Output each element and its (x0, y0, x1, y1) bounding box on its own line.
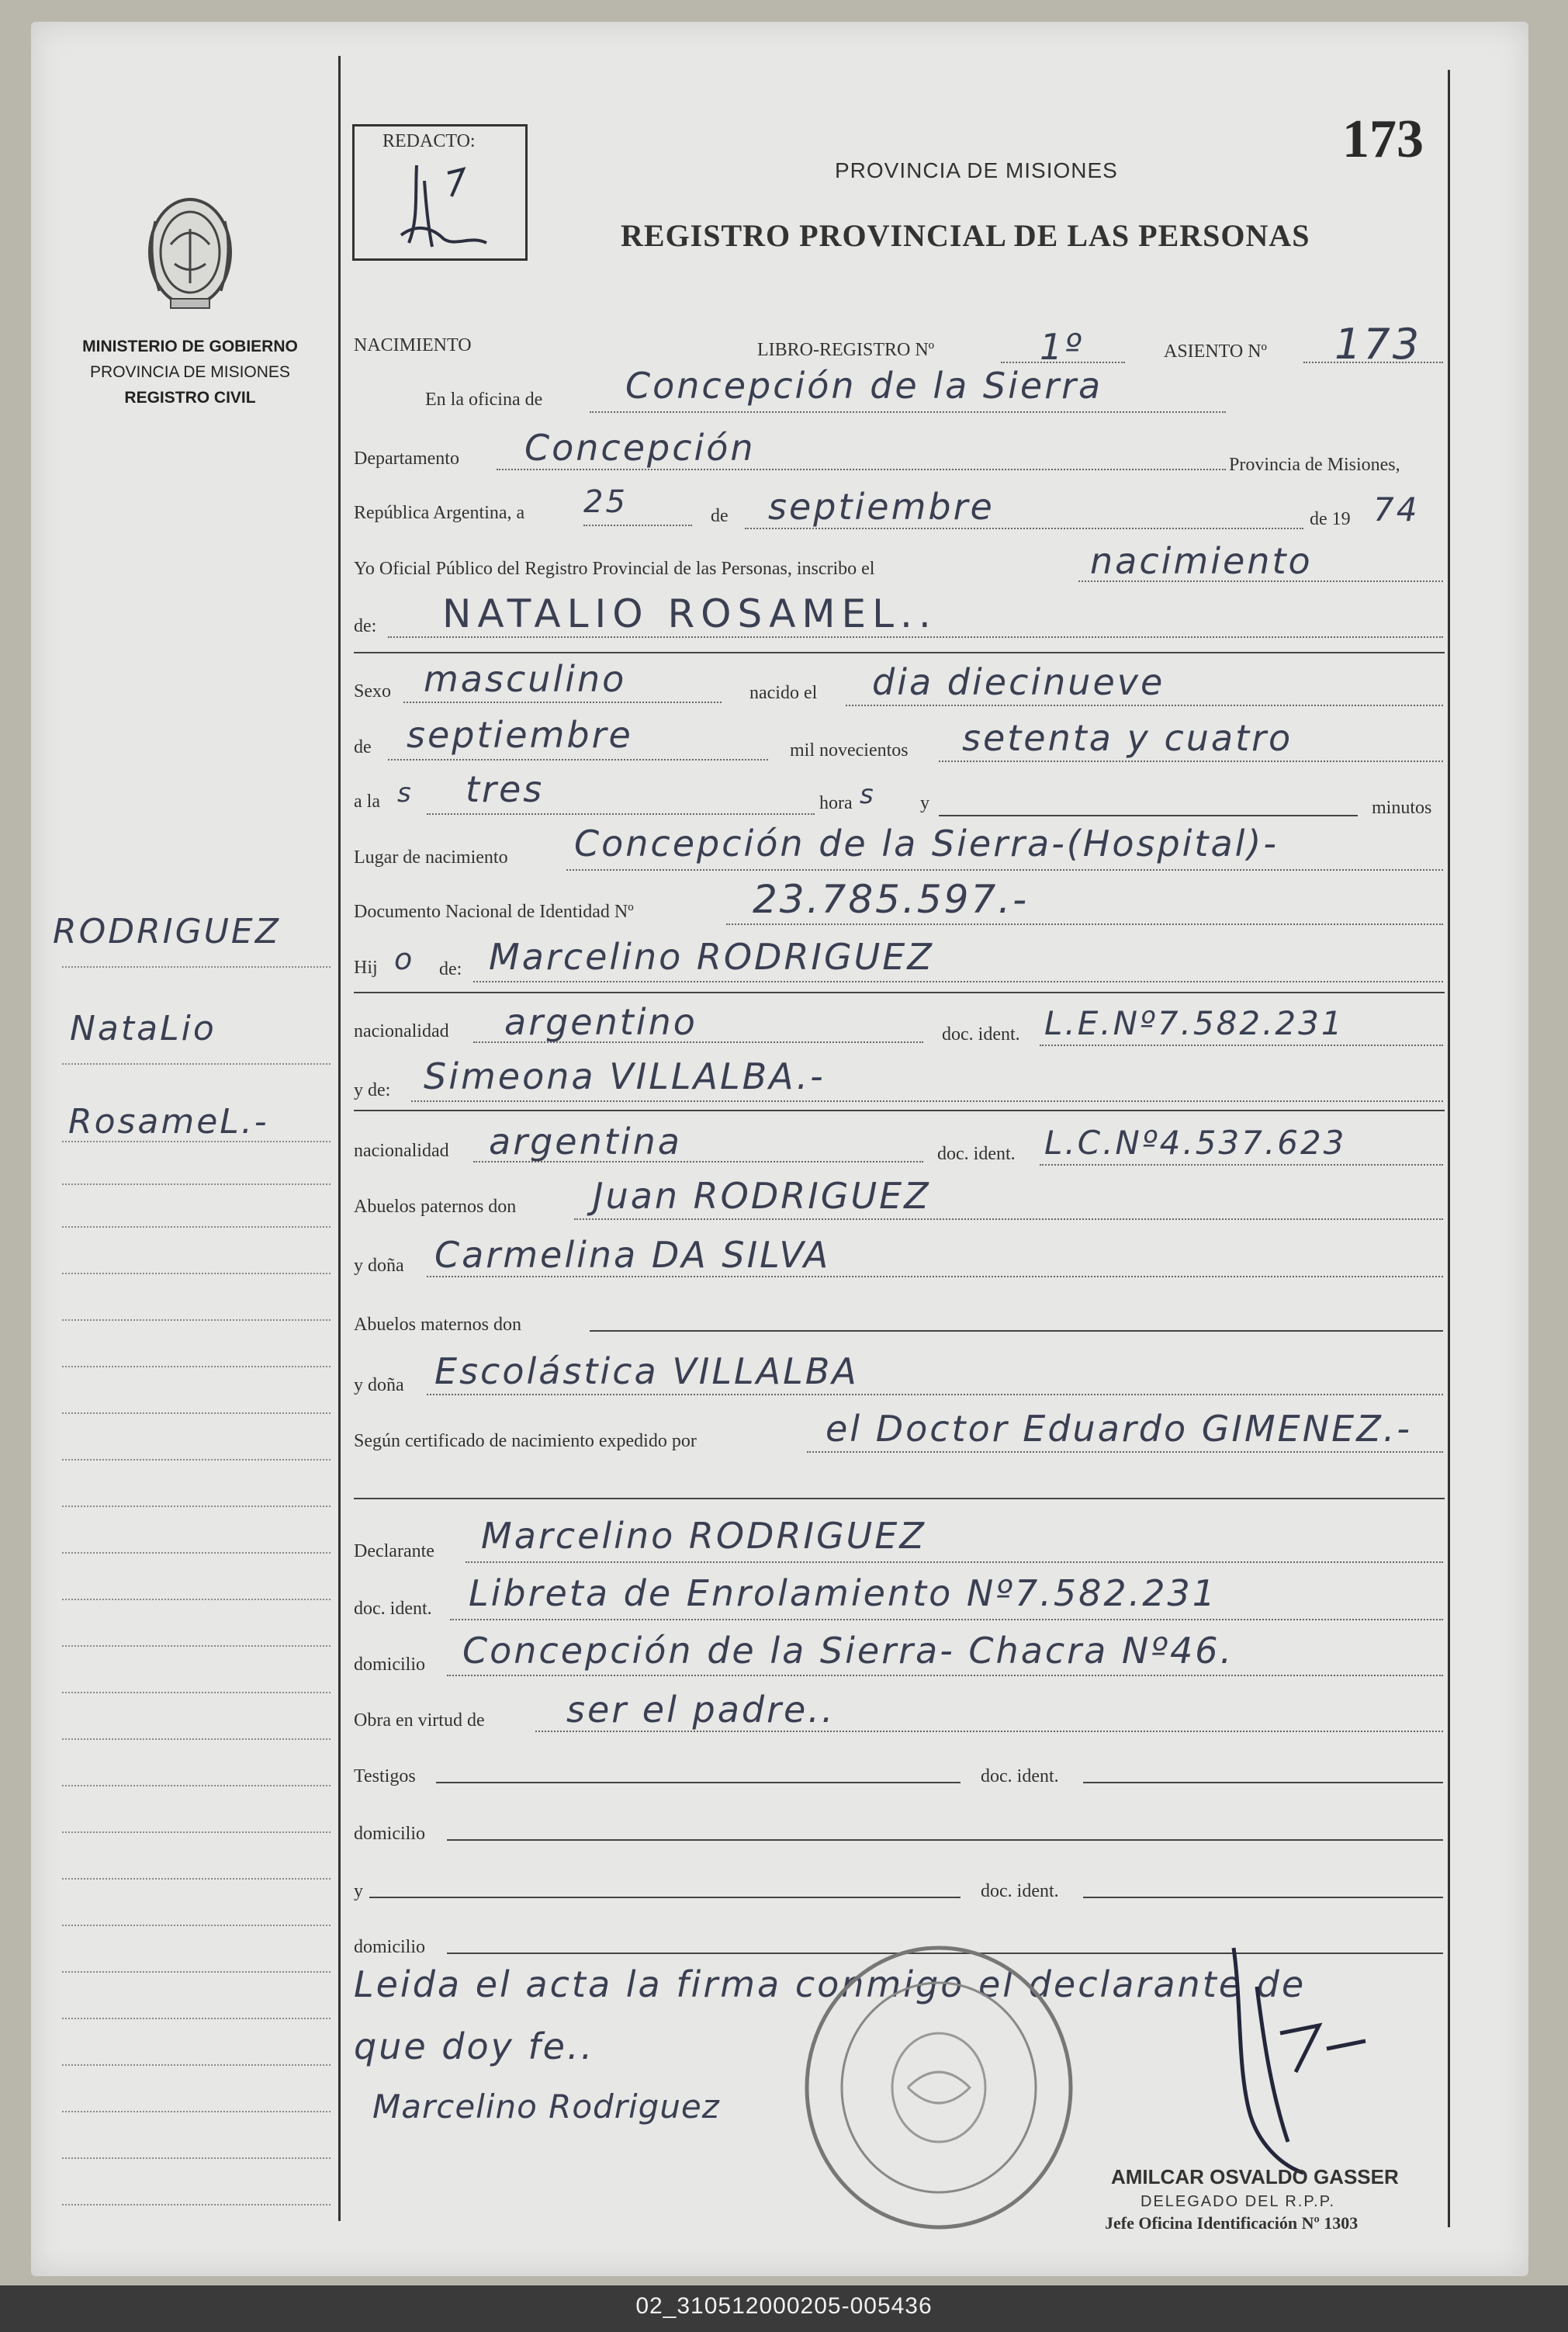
hora-value: tres (466, 768, 545, 810)
margin-line (62, 966, 331, 968)
lugar-value: Concepción de la Sierra-(Hospital)- (574, 823, 1279, 865)
anio-label: de 19 (1310, 509, 1351, 529)
official-seal-icon (791, 1940, 1086, 2235)
registry-title: REGISTRO PROVINCIAL DE LAS PERSONAS (621, 218, 1310, 253)
dia-value: 25 (583, 484, 628, 520)
abuela-mat-value: Escolástica VILLALBA (434, 1350, 859, 1392)
domicilio-decl-label: domicilio (354, 1655, 425, 1675)
margin-line (62, 1226, 331, 1228)
abuelo-mat-line (590, 1330, 1443, 1332)
alas-label: a la (354, 792, 380, 812)
obra-label: Obra en virtud de (354, 1710, 485, 1731)
doc-madre-value: L.C.Nº4.537.623 (1044, 1124, 1347, 1162)
margin-line (62, 2018, 331, 2019)
docident-testigo1-label: doc. ident. (981, 1766, 1059, 1786)
de-mes-label: de (354, 737, 372, 757)
margin-line (62, 1552, 331, 1554)
padre-value: Marcelino RODRIGUEZ (489, 936, 934, 978)
margin-line (62, 2204, 331, 2206)
ministry-line2: PROVINCIA DE MISIONES (90, 363, 290, 381)
docident-testigo2-label: doc. ident. (981, 1881, 1059, 1901)
hijo-o: o (394, 942, 415, 976)
lugar-label: Lugar de nacimiento (354, 847, 508, 868)
oficina-label: En la oficina de (425, 390, 543, 410)
page-number: 173 (1342, 109, 1424, 169)
yde-label: y de: (354, 1080, 391, 1100)
redacto-label: REDACTO: (382, 131, 476, 151)
province-title: PROVINCIA DE MISIONES (835, 158, 1118, 182)
sexo-value: masculino (424, 658, 627, 700)
ydona-pat-label: y doña (354, 1256, 404, 1276)
horas-s: s (860, 779, 876, 810)
horas-label: hora (819, 793, 853, 813)
y-label: y (920, 793, 929, 813)
alas-s: s (397, 778, 414, 809)
testigo1-doc-line (1083, 1782, 1443, 1783)
testigo2-doc-line (1083, 1897, 1443, 1898)
declarante-label: Declarante (354, 1541, 434, 1561)
margin-line (62, 1459, 331, 1461)
abuelo-pat-value: Juan RODRIGUEZ (593, 1175, 931, 1217)
ministry-line1: MINISTERIO DE GOBIERNO (82, 338, 298, 355)
departamento-label: Departamento (354, 449, 459, 469)
officer-title: DELEGADO DEL R.P.P. (1141, 2193, 1336, 2210)
margin-surname: RODRIGUEZ (53, 912, 281, 951)
margin-line (62, 1599, 331, 1600)
docident-madre-label: doc. ident. (937, 1144, 1016, 1164)
officer-signature (1210, 1940, 1397, 2188)
segun-value: el Doctor Eduardo GIMENEZ.- (826, 1408, 1412, 1450)
doc-decl-value: Libreta de Enrolamiento Nº7.582.231 (469, 1572, 1218, 1614)
margin-line (62, 1183, 331, 1185)
oficina-value: Concepción de la Sierra (625, 365, 1103, 407)
margin-line (62, 1319, 331, 1321)
departamento-value: Concepción (524, 427, 756, 469)
nacido-value: dia diecinueve (872, 661, 1165, 703)
margin-line (62, 2111, 331, 2112)
sexo-label: Sexo (354, 681, 391, 702)
testigo2-line (369, 1897, 961, 1898)
de-nombre-label: de: (354, 616, 377, 636)
testigos-label: Testigos (354, 1766, 416, 1786)
mil-label: mil novecientos (790, 740, 909, 761)
margin-line (62, 1063, 331, 1065)
segun-label: Según certificado de nacimiento expedido por (354, 1431, 697, 1451)
divider (354, 652, 1445, 653)
margin-line (62, 1506, 331, 1507)
mes-value: septiembre (768, 486, 995, 528)
divider (354, 992, 1445, 993)
minutos-label: minutos (1372, 798, 1432, 818)
oficial-text: Yo Oficial Público del Registro Provincial de las Personas, inscribo el (354, 559, 875, 579)
margin-line (62, 1366, 331, 1367)
doc-padre-value: L.E.Nº7.582.231 (1044, 1004, 1345, 1042)
margin-line (62, 2064, 331, 2066)
margin-line (62, 1925, 331, 1926)
closing-line1: Leida el acta la firma conmigo el declarante de (354, 1963, 1307, 2005)
madre-value: Simeona VILLALBA.- (424, 1055, 826, 1097)
officer-role: Jefe Oficina Identificación Nº 1303 (1105, 2213, 1359, 2233)
testigo1-line (436, 1782, 961, 1783)
testigo1-dom-line (447, 1839, 1443, 1841)
obra-value: ser el padre.. (566, 1689, 836, 1731)
dni-label: Documento Nacional de Identidad Nº (354, 902, 634, 922)
margin-line (62, 1878, 331, 1880)
margin-line (62, 1273, 331, 1274)
y-testigo2-label: y (354, 1881, 363, 1901)
domicilio-value: Concepción de la Sierra- Chacra Nº46. (462, 1630, 1234, 1672)
margin-line (62, 1971, 331, 1973)
margin-line (62, 1738, 331, 1740)
domicilio-testigo1-label: domicilio (354, 1824, 425, 1844)
libro-value: 1º (1040, 326, 1084, 368)
asiento-value: 173 (1334, 320, 1422, 369)
provincia-label: Provincia de Misiones, (1229, 455, 1400, 475)
coat-of-arms-icon (140, 190, 241, 314)
margin-rule (338, 56, 341, 2221)
closing-line2: que doy fe.. (354, 2025, 595, 2067)
dni-value: 23.785.597.- (753, 877, 1030, 922)
mes2-value: septiembre (407, 714, 633, 756)
anio-letras-value: setenta y cuatro (962, 717, 1293, 759)
minutos-line (939, 815, 1358, 816)
image-id-label: 02_310512000205-005436 (635, 2293, 933, 2319)
nac-padre-value: argentino (504, 1001, 697, 1043)
nacido-label: nacido el (749, 683, 818, 703)
nac-padre-label: nacionalidad (354, 1021, 449, 1041)
nac-madre-label: nacionalidad (354, 1141, 449, 1161)
redacto-box (352, 124, 528, 261)
margin-line (62, 1141, 331, 1142)
hijo-label: Hij (354, 958, 378, 978)
libro-label: LIBRO-REGISTRO Nº (757, 340, 935, 360)
ministry-block (54, 334, 326, 411)
divider (354, 1110, 1445, 1111)
margin-line (62, 2157, 331, 2159)
officer-name: AMILCAR OSVALDO GASSER (1111, 2165, 1399, 2188)
nac-madre-value: argentina (489, 1121, 682, 1163)
hijo-de-label: de: (439, 959, 462, 979)
margin-line (62, 1692, 331, 1693)
ydona-mat-label: y doña (354, 1375, 404, 1395)
divider (354, 1498, 1445, 1499)
redacto-signature (370, 150, 510, 255)
inscribo-value: nacimiento (1090, 540, 1313, 582)
nombre-value: NATALIO ROSAMEL.. (442, 591, 937, 636)
de-label: de (711, 506, 729, 526)
nacimiento-label: NACIMIENTO (354, 335, 472, 355)
margin-line (62, 1645, 331, 1647)
declarante-signature: Marcelino Rodriguez (372, 2088, 720, 2126)
abuelos-pat-label: Abuelos paternos don (354, 1197, 517, 1217)
ministry-line3: REGISTRO CIVIL (124, 389, 256, 407)
margin-name2: RosameL.- (68, 1102, 269, 1142)
domicilio-testigo2-label: domicilio (354, 1937, 425, 1957)
margin-line (62, 1831, 331, 1833)
declarante-value: Marcelino RODRIGUEZ (481, 1515, 926, 1557)
margin-line (62, 1785, 331, 1786)
margin-line (62, 1412, 331, 1414)
doc-decl-label: doc. ident. (354, 1599, 432, 1619)
right-rule (1448, 70, 1450, 2227)
margin-name1: NataLio (70, 1009, 216, 1048)
abuela-pat-value: Carmelina DA SILVA (434, 1234, 831, 1276)
anio-value: 74 (1373, 490, 1420, 528)
docident-padre-label: doc. ident. (942, 1024, 1020, 1045)
abuelos-mat-label: Abuelos maternos don (354, 1315, 521, 1335)
republica-label: República Argentina, a (354, 503, 525, 523)
asiento-label: ASIENTO Nº (1164, 341, 1267, 362)
